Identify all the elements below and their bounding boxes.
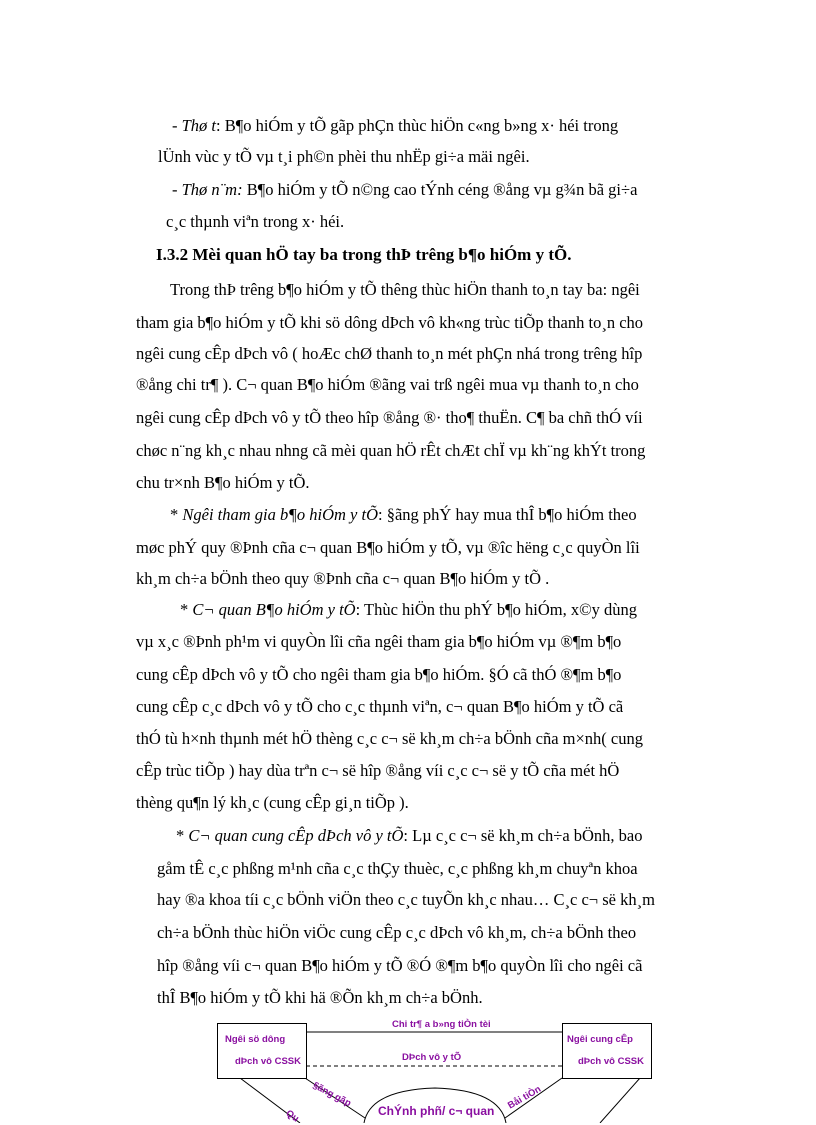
agency-lead: C¬ quan B¶o hiÓm y tÕ — [192, 600, 356, 619]
body-line: ngêi cung cÊp dÞch vô y tÕ theo hîp ®ång ®· tho¶ thuËn. C¶ ba chñ thÓ víi — [136, 408, 643, 427]
asterisk: * — [176, 826, 189, 845]
bullet-dash: - — [172, 116, 182, 135]
section-heading: I.3.2 Mèi quan hÖ tay ba trong thÞ trêng b¶o hiÓm y tÕ. — [156, 245, 572, 264]
para-line: c¸c thµnh viªn trong x· héi. — [166, 212, 345, 231]
providers-line: ch÷a bÖnh thùc hiÖn viÖc cung cÊp c¸c dÞch vô kh¸m, ch÷a bÖnh theo — [157, 923, 637, 942]
body-line: chøc n¨ng kh¸c nhau nhng cã mèi quan hÖ rÊt chÆt chÏ vµ kh¨ng khÝt trong — [136, 441, 646, 460]
left-box-line-2: dÞch vô CSSK — [235, 1056, 301, 1067]
participants-lead: Ngêi tham gia b¶o hiÓm y tÕ — [182, 505, 378, 524]
agency-line: cung cÊp c¸c dÞch vô y tÕ cho c¸c thµnh viªn, c¬ quan B¶o hiÓm y tÕ cã — [136, 697, 624, 716]
right-box-line-2: dÞch vô CSSK — [578, 1056, 644, 1067]
middle-arrow-label: DÞch vô y tÕ — [402, 1052, 462, 1063]
center-box-label: ChÝnh phñ/ c¬ quan — [378, 1104, 495, 1118]
right-box — [562, 1023, 652, 1079]
body-line: chu tr×nh B¶o hiÓm y tÕ. — [136, 473, 310, 492]
left-box — [217, 1023, 307, 1079]
providers-line: hay ®a khoa tíi c¸c bÖnh viÖn theo c¸c tuyÕn kh¸c nhau… C¸c c¬ së kh¸m — [157, 890, 655, 909]
para-thu-tu — [172, 116, 618, 136]
agency-line: vµ x¸c ®Þnh ph¹m vi quyÒn lîi cña ngêi tham gia b¶o hiÓm vµ ®¶m b¶o — [136, 632, 622, 651]
left-diagonal-label: §ãng gãp — [310, 1080, 353, 1110]
participants-line: kh¸m ch÷a bÖnh theo quy ®Þnh cña c¬ quan B¶o hiÓm y tÕ . — [136, 569, 550, 588]
participants-line: møc phÝ quy ®Þnh cña c¬ quan B¶o hiÓm y tÕ, vµ ®îc hëng c¸c quyÒn lîi — [136, 538, 640, 557]
providers-line: thÎ B¶o hiÓm y tÕ khi hä ®Õn kh¸m ch÷a bÖnh. — [157, 988, 483, 1007]
right-diagonal — [600, 1078, 640, 1123]
para-lead: Thø n¨m: — [181, 180, 243, 199]
providers-first-line — [176, 826, 643, 846]
providers-lead: C¬ quan cung cÊp dÞch vô y tÕ — [188, 826, 404, 845]
asterisk: * — [170, 505, 183, 524]
left-low-label: Qu — [283, 1108, 301, 1125]
providers-line: hîp ®ång víi c¬ quan B¶o hiÓm y tÕ ®Ó ®¶m b¶o quyÒn lîi cho ngêi cã — [157, 956, 643, 975]
agency-line: thÓ tù h×nh thµnh mét hÖ thèng c¸c c¬ së kh¸m ch÷a bÖnh cña m×nh( cung — [136, 729, 643, 748]
para-thu-nam — [172, 180, 637, 200]
body-line: tham gia b¶o hiÓm y tÕ khi sö dông dÞch vô kh«ng trùc tiÕp thanh to¸n cho — [136, 313, 644, 332]
body-line: ngêi cung cÊp dÞch vô ( hoÆc chØ thanh to¸n mét phÇn nhá trong trêng hîp — [136, 344, 643, 363]
agency-line: thèng qu¶n lý kh¸c (cung cÊp gi¸n tiÕp ). — [136, 793, 409, 812]
body-line: Trong thÞ trêng b¶o hiÓm y tÕ thêng thùc hiÖn thanh to¸n tay ba: ngêi — [170, 280, 640, 299]
para-line: lÜnh vùc y tÕ vµ t¸i ph©n phèi thu nhËp gi÷a mäi ngêi. — [158, 147, 530, 166]
agency-line: cung cÊp dÞch vô y tÕ cho ngêi tham gia b¶o hiÓm. §Ó cã thÓ ®¶m b¶o — [136, 665, 622, 684]
agency-line: cÊp trùc tiÕp ) hay dùa trªn c¬ së hîp ®ång víi c¸c c¬ së y tÕ cña mét hÖ — [136, 761, 620, 780]
providers-line: gåm tÊ c¸c phßng m¹nh cña c¸c thÇy thuèc, c¸c phßng kh¸m chuyªn khoa — [157, 859, 638, 878]
top-arrow-label: Chi tr¶ a b»ng tiÒn tèi — [392, 1019, 491, 1030]
asterisk: * — [180, 600, 193, 619]
right-diagonal-label: Båi tiÒn — [506, 1083, 544, 1112]
para-lead: Thø t — [181, 116, 217, 135]
left-box-line-1: Ngêi sö dông — [225, 1034, 286, 1045]
participants-first-line — [170, 505, 637, 525]
body-line: ®ång chi tr¶ ). C¬ quan B¶o hiÓm ®ãng vai trß ngêi mua vµ thanh to¸n cho — [136, 375, 639, 394]
bullet-dash: - — [172, 180, 182, 199]
providers-text: : Lµ c¸c c¬ së kh¸m ch÷a bÖnh, bao — [403, 826, 643, 845]
agency-text: : Thùc hiÖn thu phÝ b¶o hiÓm, x©y dùng — [355, 600, 638, 619]
right-box-line-1: Ngêi cung cÊp — [567, 1034, 633, 1045]
participants-text: : §ãng phÝ hay mua thÎ b¶o hiÓm theo — [378, 505, 637, 524]
three-party-diagram — [0, 1010, 816, 1123]
para-text: B¶o hiÓm y tÕ n©ng cao tÝnh céng ®ång vµ g¾n bã gi÷a — [242, 180, 638, 199]
para-text: : B¶o hiÓm y tÕ gãp phÇn thùc hiÖn c«ng b»ng x· héi trong — [216, 116, 619, 135]
agency-first-line — [180, 600, 637, 620]
